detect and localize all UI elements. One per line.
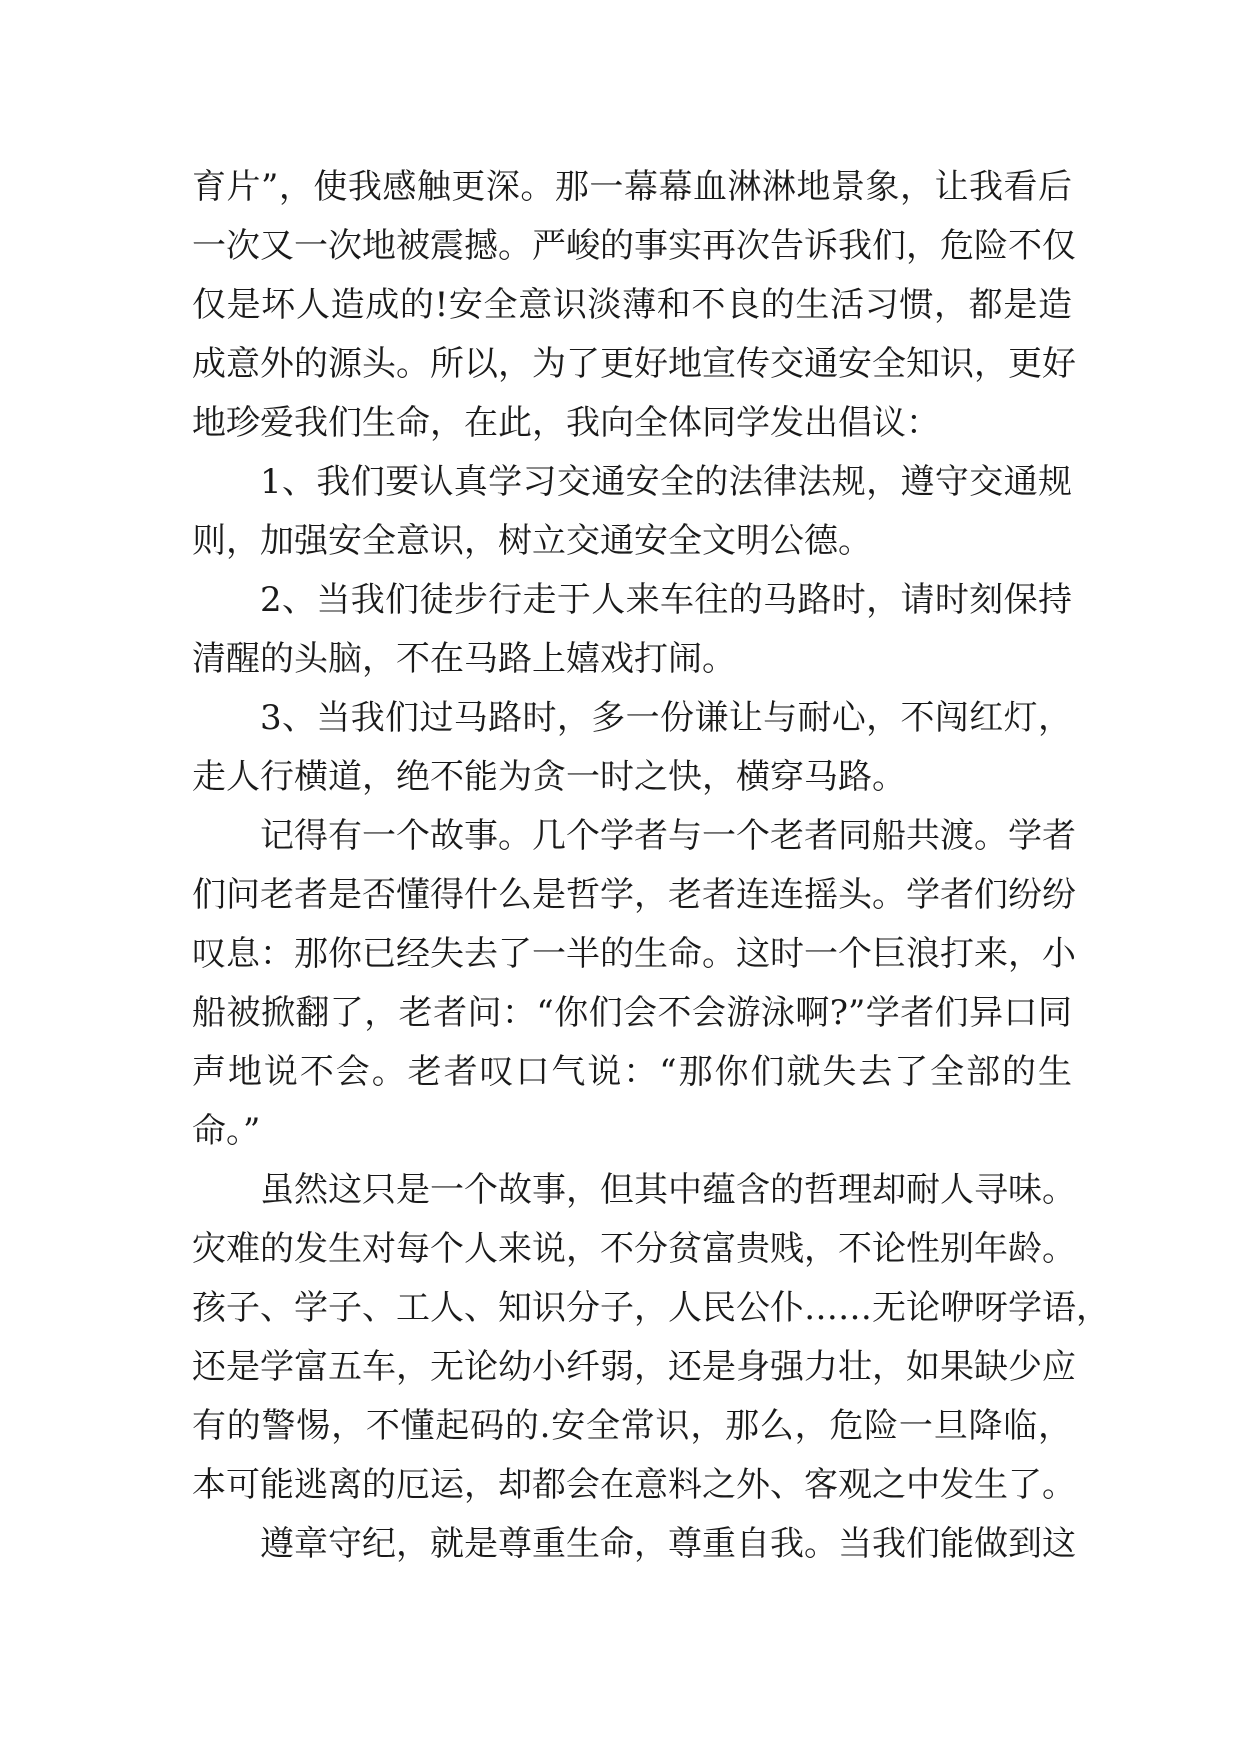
text-line: 成意外的源头。所以，为了更好地宣传交通安全知识，更好 xyxy=(192,344,1076,384)
text-line: 船被掀翻了，老者问：“你们会不会游泳啊?”学者们异口同 xyxy=(192,993,1072,1033)
text-line: 们问老者是否懂得什么是哲学，老者连连摇头。学者们纷纷 xyxy=(192,875,1076,915)
text-line: 育片”，使我感触更深。那一幕幕血淋淋地景象，让我看后 xyxy=(192,167,1072,207)
text-line: 则，加强安全意识，树立交通安全文明公德。 xyxy=(192,521,872,561)
text-line: 3、当我们过马路时，多一份谦让与耐心，不闯红灯， xyxy=(260,698,1072,738)
text-line: 还是学富五车，无论幼小纤弱，还是身强力壮，如果缺少应 xyxy=(192,1347,1076,1387)
body-text xyxy=(192,158,1110,1574)
text-line: 地珍爱我们生命，在此，我向全体同学发出倡议： xyxy=(192,403,940,443)
text-line: 仅是坏人造成的!安全意识淡薄和不良的生活习惯，都是造 xyxy=(192,285,1072,325)
text-line: 命。” xyxy=(192,1111,261,1151)
text-line: 有的警惕，不懂起码的.安全常识，那么，危险一旦降临， xyxy=(192,1406,1072,1446)
text-line: 一次又一次地被震撼。严峻的事实再次告诉我们，危险不仅 xyxy=(192,226,1076,266)
text-line: 虽然这只是一个故事，但其中蕴含的哲理却耐人寻味。 xyxy=(260,1170,1076,1210)
text-line: 清醒的头脑，不在马路上嬉戏打闹。 xyxy=(192,639,736,679)
text-line: 走人行横道，绝不能为贪一时之快，横穿马路。 xyxy=(192,757,906,797)
text-line: 遵章守纪，就是尊重生命，尊重自我。当我们能做到这 xyxy=(260,1524,1076,1564)
text-line: 声地说不会。老者叹口气说：“那你们就失去了全部的生 xyxy=(192,1052,1072,1092)
text-line: 2、当我们徒步行走于人来车往的马路时，请时刻保持 xyxy=(260,580,1072,620)
text-line: 孩子、学子、工人、知识分子，人民公仆……无论咿呀学语， xyxy=(192,1288,1110,1328)
text-line: 本可能逃离的厄运，却都会在意料之外、客观之中发生了。 xyxy=(192,1465,1076,1505)
text-line: 灾难的发生对每个人来说，不分贫富贵贱，不论性别年龄。 xyxy=(192,1229,1076,1269)
text-line: 1、我们要认真学习交通安全的法律法规，遵守交通规 xyxy=(260,462,1072,502)
text-line: 记得有一个故事。几个学者与一个老者同船共渡。学者 xyxy=(260,816,1076,856)
text-line: 叹息：那你已经失去了一半的生命。这时一个巨浪打来，小 xyxy=(192,934,1076,974)
